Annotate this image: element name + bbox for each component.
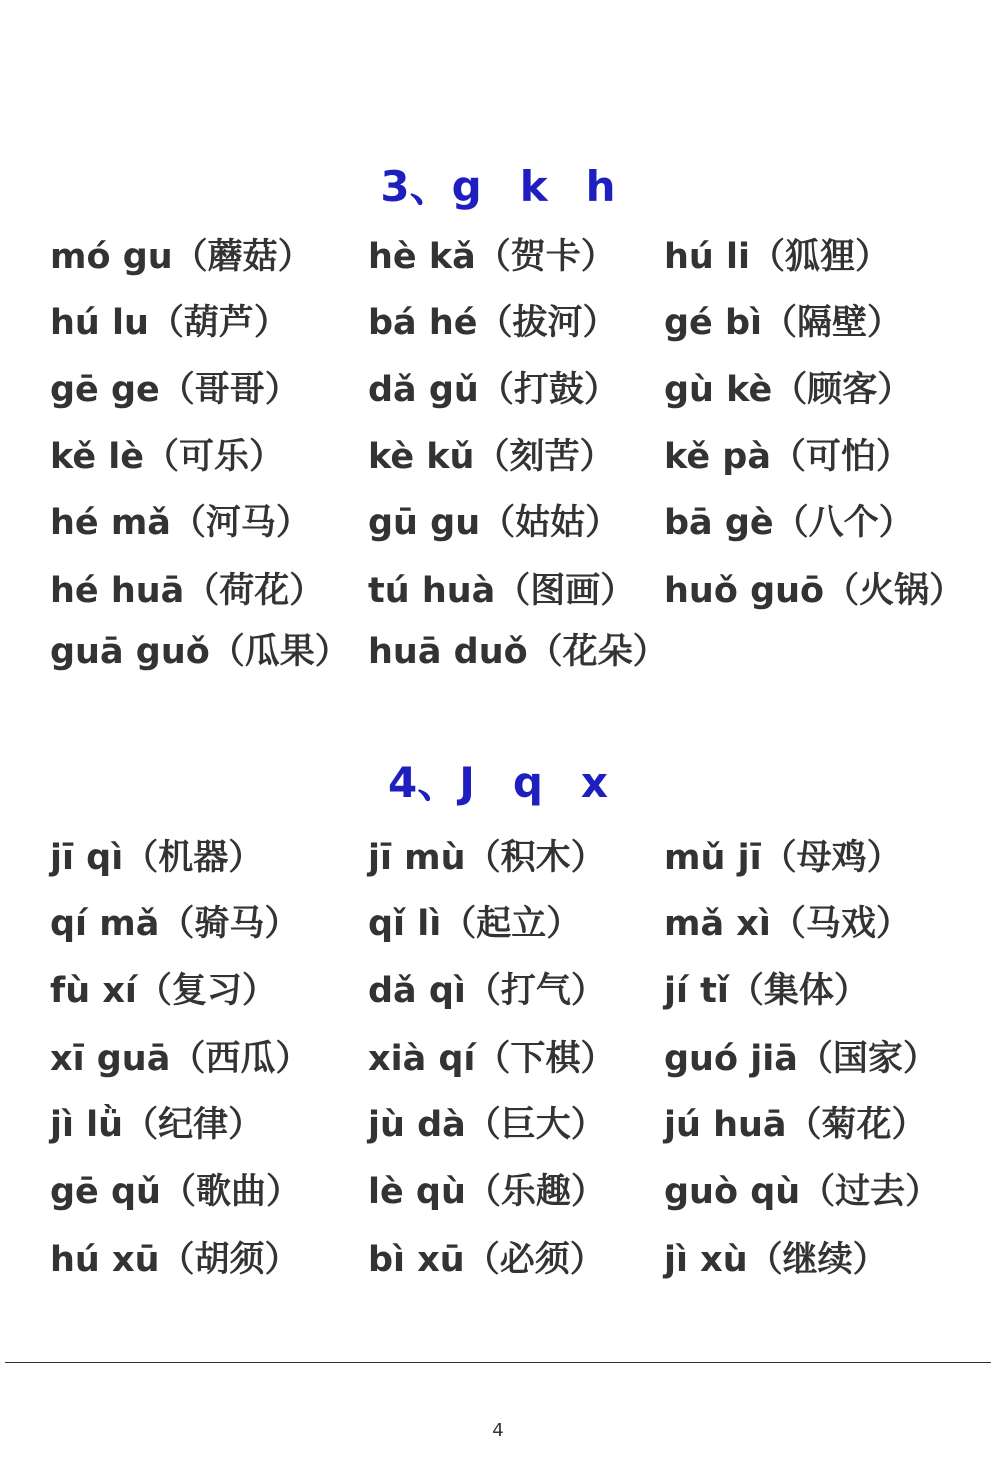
word-entry: gū gu（姑姑）	[368, 503, 621, 543]
word-entry: gē ge（哥哥）	[50, 370, 300, 410]
word-entry: jī qì（机器）	[50, 838, 264, 878]
word-entry: guò qù（过去）	[664, 1172, 941, 1212]
page-number: 4	[492, 1420, 504, 1441]
word-entry: gē qǔ（歌曲）	[50, 1172, 301, 1212]
word-entry: mǎ xì（马戏）	[664, 904, 911, 944]
word-entry: jì xù（继续）	[664, 1240, 888, 1280]
word-entry: xià qí（下棋）	[368, 1039, 616, 1079]
word-entry: qí mǎ（骑马）	[50, 904, 300, 944]
letter-h: h	[585, 162, 616, 211]
word-entry: kè kǔ（刻苦）	[368, 437, 615, 477]
footer-divider	[5, 1362, 991, 1363]
word-entry: jī mù（积木）	[368, 838, 606, 878]
word-entry: hè kǎ（贺卡）	[368, 237, 616, 277]
word-row	[0, 432, 996, 482]
word-entry: gù kè（顾客）	[664, 370, 913, 410]
section-heading-gkh	[0, 162, 996, 211]
word-row	[0, 899, 996, 949]
word-entry: bì xū（必须）	[368, 1240, 605, 1280]
word-entry: guā guǒ（瓜果）	[50, 632, 350, 672]
section-heading-jqx	[0, 758, 996, 807]
word-row	[0, 1167, 996, 1217]
word-row	[0, 1034, 996, 1084]
word-row	[0, 298, 996, 348]
word-entry: kě pà（可怕）	[664, 437, 911, 477]
word-entry: hú lu（葫芦）	[50, 303, 289, 343]
word-row	[0, 1100, 996, 1150]
word-entry: gé bì（隔壁）	[664, 303, 903, 343]
word-entry: kě lè（可乐）	[50, 437, 284, 477]
letter-g: g	[451, 162, 482, 211]
word-entry: hú xū（胡须）	[50, 1240, 300, 1280]
word-entry: hé huā（荷花）	[50, 571, 325, 611]
word-entry: dǎ qì（打气）	[368, 971, 606, 1011]
word-entry: jí tǐ（集体）	[664, 971, 869, 1011]
word-entry: jú huā（菊花）	[664, 1105, 927, 1145]
word-entry: tú huà（图画）	[368, 571, 636, 611]
word-entry: mǔ jī（母鸡）	[664, 838, 902, 878]
section-number: 4、	[387, 758, 460, 807]
letter-k: k	[519, 162, 548, 211]
word-entry: huǒ guō（火锅）	[664, 571, 965, 611]
letter-j: J	[459, 758, 475, 807]
word-entry: bá hé（拔河）	[368, 303, 618, 343]
word-entry: mó gu（蘑菇）	[50, 237, 313, 277]
word-row	[0, 498, 996, 548]
word-entry: guó jiā（国家）	[664, 1039, 938, 1079]
word-row	[0, 566, 996, 616]
word-row	[0, 833, 996, 883]
word-entry: jù dà（巨大）	[368, 1105, 606, 1145]
word-entry: lè qù（乐趣）	[368, 1172, 606, 1212]
word-row	[0, 365, 996, 415]
word-entry: hé mǎ（河马）	[50, 503, 311, 543]
word-entry: dǎ gǔ（打鼓）	[368, 370, 619, 410]
word-entry: xī guā（西瓜）	[50, 1039, 311, 1079]
word-row	[0, 1235, 996, 1285]
word-entry: jì lǜ（纪律）	[50, 1105, 264, 1145]
word-entry: huā duǒ（花朵）	[368, 632, 668, 672]
letter-x: x	[580, 758, 609, 807]
section-number: 3、	[380, 162, 452, 211]
word-entry: qǐ lì（起立）	[368, 904, 582, 944]
word-entry: fù xí（复习）	[50, 971, 277, 1011]
word-row	[0, 966, 996, 1016]
word-entry: bā gè（八个）	[664, 503, 914, 543]
word-row	[0, 232, 996, 282]
word-row	[0, 627, 996, 677]
letter-q: q	[512, 758, 543, 807]
word-entry: hú li（狐狸）	[664, 237, 891, 277]
